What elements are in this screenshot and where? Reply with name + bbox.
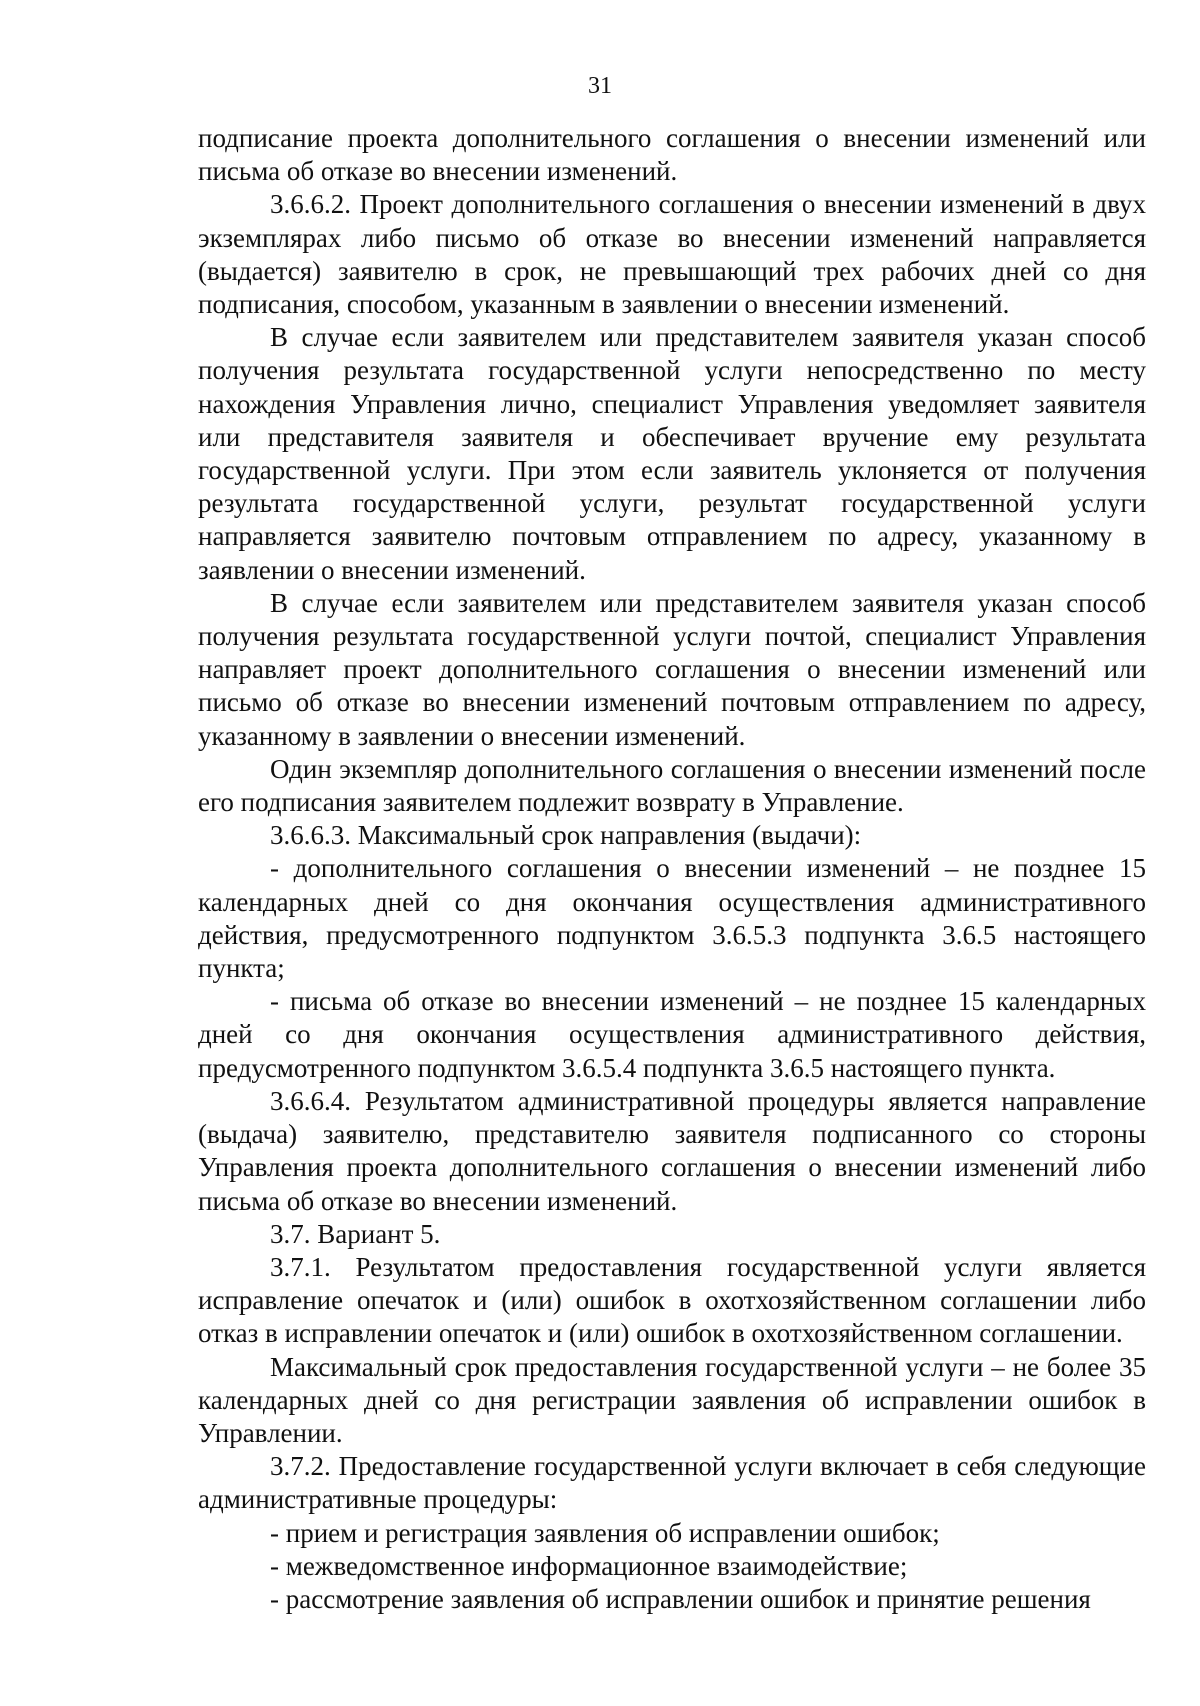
paragraph-copy-return: Один экземпляр дополнительного соглашения о внесении изменений после его подписания заявителем подлежит возврату в Управление. bbox=[198, 753, 1146, 818]
page-number: 31 bbox=[588, 73, 612, 99]
paragraph-max-term: Максимальный срок предоставления государственной услуги – не более 35 календарных дней со дня регистрации заявления об исправлении ошибок в Управлении. bbox=[198, 1351, 1146, 1448]
paragraph-3-6-6-3: 3.6.6.3. Максимальный срок направления (выдачи): bbox=[270, 820, 862, 851]
paragraph-personal-delivery: В случае если заявителем или представителем заявителя указан способ получения результата государственной услуги непосредственно по месту нахождения Управления лично, специалист Управления уведомляет заявителя или представителя заявителя и обеспечивает вручение ему результата государственной услуги. При этом если заявитель уклоняется от получения результата государственной услуги, результат государственной услуги направляется заявителю почтовым отправлением по адресу, указанному в заявлении о внесении изменений. bbox=[198, 322, 1146, 585]
document-body bbox=[198, 122, 1146, 1616]
paragraph-3-7-2: 3.7.2. Предоставление государственной услуги включает в себя следующие административные процедуры: bbox=[198, 1451, 1146, 1515]
section-heading-3-7: 3.7. Вариант 5. bbox=[270, 1218, 441, 1249]
paragraph-postal-delivery: В случае если заявителем или представителем заявителя указан способ получения результата государственной услуги почтой, специалист Управления направляет проект дополнительного соглашения о внесении изменений или письмо об отказе во внесении изменений почтовым отправлением по адресу, указанному в заявлении о внесении изменений. bbox=[198, 587, 1146, 751]
list-item-reception: - прием и регистрация заявления об исправлении ошибок; bbox=[270, 1517, 940, 1548]
paragraph-3-6-6-4: 3.6.6.4. Результатом административной процедуры является направление (выдача) заявителю, представителю заявителя подписанного со стороны Управления проекта дополнительного соглашения о внесении изменений либо письма об отказе во внесении изменений. bbox=[198, 1085, 1146, 1216]
paragraph-3-6-6-2: 3.6.6.2. Проект дополнительного соглашения о внесении изменений в двух экземплярах либо письмо об отказе во внесении изменений направляется (выдается) заявителю в срок, не превышающий трех рабочих дней со дня подписания, способом, указанным в заявлении о внесении изменений. bbox=[198, 189, 1146, 320]
paragraph-3-7-1: 3.7.1. Результатом предоставления государственной услуги является исправление опечаток и (или) ошибок в охотхозяйственном соглашении либо отказ в исправлении опечаток и (или) ошибок в охотхозяйственном соглашении. bbox=[198, 1251, 1146, 1349]
paragraph-continuation: подписание проекта дополнительного соглашения о внесении изменений или письма об отказе во внесении изменений. bbox=[198, 123, 1146, 187]
list-item-review: - рассмотрение заявления об исправлении ошибок и принятие решения bbox=[270, 1583, 1091, 1614]
list-item-interagency: - межведомственное информационное взаимодействие; bbox=[270, 1550, 908, 1581]
list-item-refusal-deadline: - письма об отказе во внесении изменений – не позднее 15 календарных дней со дня окончания осуществления административного действия, предусмотренного подпунктом 3.6.5.4 подпункта 3.6.5 настоящего пункта. bbox=[198, 986, 1146, 1083]
list-item-agreement-deadline: - дополнительного соглашения о внесении изменений – не позднее 15 календарных дней со дня окончания осуществления административного действия, предусмотренного подпунктом 3.6.5.3 подпункта 3.6.5 настоящего пункта; bbox=[198, 853, 1146, 984]
